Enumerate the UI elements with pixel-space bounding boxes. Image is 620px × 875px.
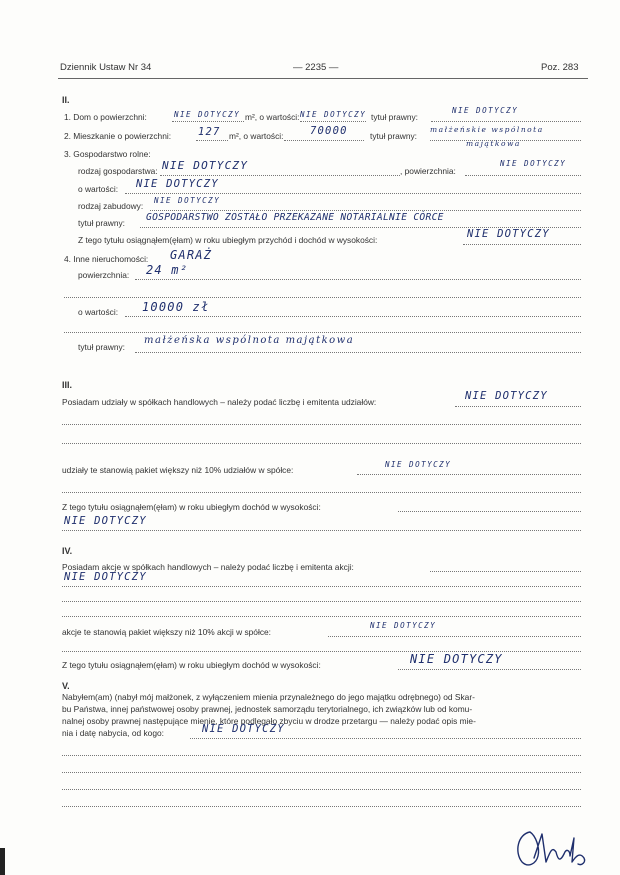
other-title-line <box>135 352 581 353</box>
acquisition-value: NIE DOTYCZY <box>202 723 285 735</box>
shares-blank-line-1 <box>62 424 581 425</box>
stocks-package-value: NIE DOTYCZY <box>370 621 437 630</box>
farm-title-value: GOSPODARSTWO ZOSTAŁO PRZEKAZANE NOTARIALNIE CÓRCE <box>146 212 444 223</box>
page-number: — 2235 — <box>293 62 339 73</box>
house-area-value: NIE DOTYCZY <box>174 110 241 119</box>
stocks-package-label: akcje te stanowią pakiet większy niż 10% akcji w spółce: <box>62 627 272 637</box>
other-property-value: GARAŻ <box>170 248 213 262</box>
stocks-income-value: NIE DOTYCZY <box>410 652 503 666</box>
stocks-income-line <box>398 669 581 670</box>
farm-buildings-line <box>150 210 581 211</box>
section-v-heading: V. <box>62 681 70 691</box>
other-area-value: 24 m² <box>146 263 189 277</box>
other-title-label: tytuł prawny: <box>78 342 126 352</box>
other-area-label: powierzchnia: <box>78 270 130 280</box>
acquisition-blank-line-4 <box>62 806 581 807</box>
other-value-label: o wartości: <box>78 307 119 317</box>
stocks-package-blank-line <box>62 651 581 652</box>
farm-type-line <box>160 175 400 176</box>
stocks-package-line <box>328 636 581 637</box>
shares-package-value: NIE DOTYCZY <box>385 460 452 469</box>
other-property-label: 4. Inne nieruchomości: <box>64 254 149 264</box>
shares-package-label: udziały te stanowią pakiet większy niż 10% udziałów w spółce: <box>62 465 294 475</box>
acquisition-blank-line-1 <box>62 755 581 756</box>
farm-value-line <box>125 193 581 194</box>
farm-title-label: tytuł prawny: <box>78 218 126 228</box>
stocks-blank-line-1 <box>62 601 581 602</box>
house-title-line <box>431 121 581 122</box>
stocks-blank-line-2 <box>62 616 581 617</box>
other-blank-line-2 <box>64 332 581 333</box>
house-value-line <box>300 121 366 122</box>
flat-value: 70000 <box>310 125 348 137</box>
farm-area-label: , powierzchnia: <box>400 166 456 176</box>
acquisition-line <box>190 738 581 739</box>
farm-label: 3. Gospodarstwo rolne: <box>64 149 151 159</box>
flat-value-line <box>284 140 364 141</box>
acquisition-text-line1: Nabyłem(am) (nabył mój małżonek, z wyłączeniem mienia przynależnego do jego majątku odrębnego) od Skar- <box>62 692 475 702</box>
other-blank-line-1 <box>64 297 581 298</box>
stocks-income-label: Z tego tytułu osiągnąłem(ęłam) w roku ubiegłym dochód w wysokości: <box>62 660 321 670</box>
shares-package-blank-line <box>62 492 581 493</box>
acquisition-blank-line-3 <box>62 789 581 790</box>
house-title-label: tytuł prawny: <box>371 112 419 122</box>
farm-type-value: NIE DOTYCZY <box>162 159 249 172</box>
stocks-value: NIE DOTYCZY <box>64 571 147 583</box>
farm-type-label: rodzaj gospodarstwa: <box>78 166 158 176</box>
flat-area-value: 127 <box>198 126 221 138</box>
farm-value-label: o wartości: <box>78 184 119 194</box>
other-title-value: małżeńska wspólnota majątkowa <box>144 335 355 346</box>
shares-value: NIE DOTYCZY <box>465 390 548 402</box>
section-iv-heading: IV. <box>62 546 73 556</box>
farm-income-value: NIE DOTYCZY <box>467 228 550 240</box>
shares-income-line <box>398 511 581 512</box>
shares-line <box>455 406 581 407</box>
acquisition-blank-line-2 <box>62 772 581 773</box>
shares-blank-line-2 <box>62 443 581 444</box>
flat-title-value-line2: majątkowa <box>466 139 521 148</box>
flat-title-label: tytuł prawny: <box>370 131 418 141</box>
flat-label: 2. Mieszkanie o powierzchni: <box>64 131 172 141</box>
farm-area-line <box>465 175 581 176</box>
acquisition-text-line3: nalnej osoby prawnej następujące mienie, które podlegało zbyciu w drodze przetargu — należy podać opis mie- <box>62 716 476 726</box>
acquisition-text-line4: nia i datę nabycia, od kogo: <box>62 728 164 738</box>
farm-buildings-value: NIE DOTYCZY <box>154 196 221 205</box>
section-ii-heading: II. <box>62 95 70 105</box>
stocks-line <box>430 571 581 572</box>
other-area-line <box>135 279 581 280</box>
shares-package-line <box>357 474 581 475</box>
signature-image <box>512 822 592 872</box>
header-rule <box>58 78 588 79</box>
house-title-value: NIE DOTYCZY <box>452 106 519 115</box>
farm-income-line <box>463 244 581 245</box>
shares-label: Posiadam udziały w spółkach handlowych – należy podać liczbę i emitenta udziałów: <box>62 397 377 407</box>
farm-area-value: NIE DOTYCZY <box>500 159 567 168</box>
house-label: 1. Dom o powierzchni: <box>64 112 147 122</box>
farm-value: NIE DOTYCZY <box>136 178 219 190</box>
acquisition-text-line2: bu Państwa, innej państwowej osoby prawnej, jednostek samorządu terytorialnego, ich związków lub od komu- <box>62 704 473 714</box>
farm-buildings-label: rodzaj zabudowy: <box>78 201 144 211</box>
scan-edge-mark <box>0 848 5 875</box>
shares-income-value: NIE DOTYCZY <box>64 515 147 527</box>
shares-income-line-2 <box>62 530 581 531</box>
house-area-unit: m², o wartości: <box>245 112 300 122</box>
section-iii-heading: III. <box>62 380 73 390</box>
other-value-amount: 10000 zł <box>142 300 210 314</box>
flat-area-unit: m², o wartości: <box>229 131 284 141</box>
house-area-line <box>172 121 244 122</box>
stocks-line-2 <box>62 586 581 587</box>
other-value-line <box>125 316 581 317</box>
position-number: Poz. 283 <box>541 62 579 73</box>
journal-title: Dziennik Ustaw Nr 34 <box>60 62 152 73</box>
house-value: NIE DOTYCZY <box>300 110 367 119</box>
stocks-label: Posiadam akcje w spółkach handlowych – należy podać liczbę i emitenta akcji: <box>62 562 354 572</box>
flat-area-line <box>196 140 228 141</box>
farm-income-label: Z tego tytułu osiągnąłem(ęłam) w roku ubiegłym przychód i dochód w wysokości: <box>78 235 378 245</box>
flat-title-value-line1: małżeńskie wspólnota <box>430 125 544 134</box>
shares-income-label: Z tego tytułu osiągnąłem(ęłam) w roku ubiegłym dochód w wysokości: <box>62 502 321 512</box>
